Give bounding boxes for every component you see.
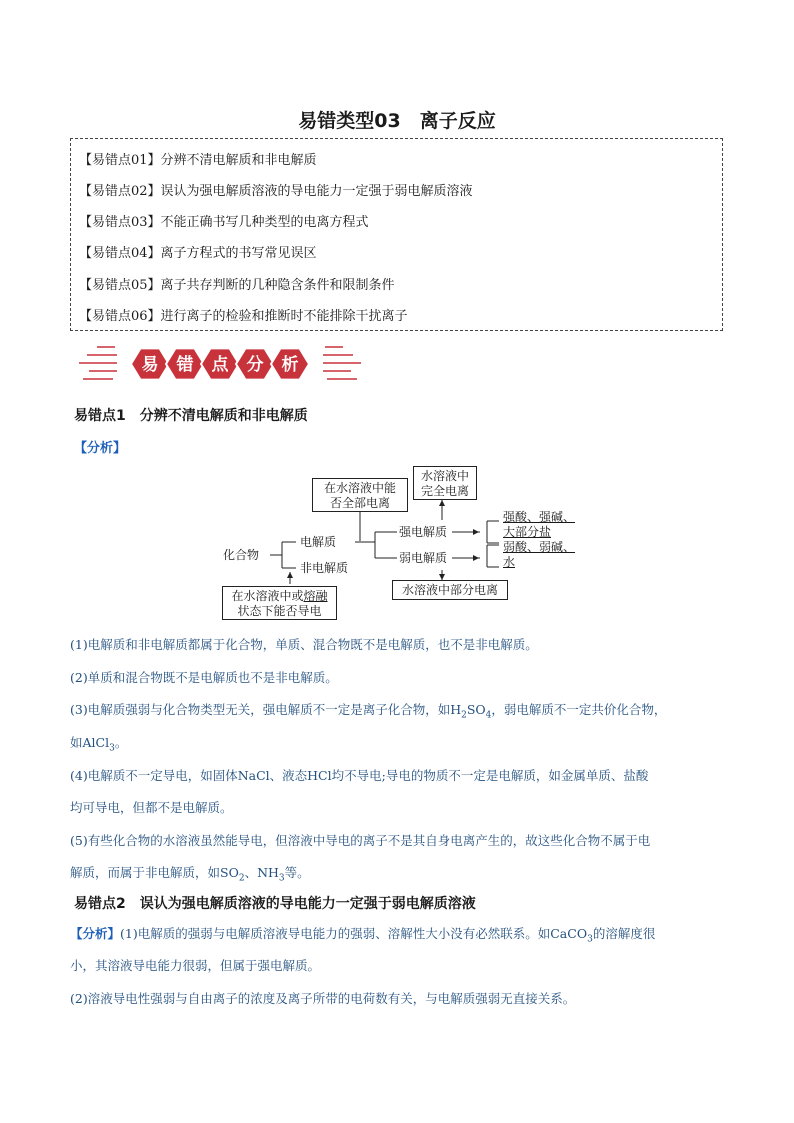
- text: H: [450, 702, 462, 717]
- s1-para4-line2: 均可导电，但都不是电解质。: [70, 800, 233, 815]
- text: CaCO: [550, 926, 588, 941]
- text: ，弱电解质不一定共价化合物，: [491, 702, 667, 717]
- banner-char: 分: [246, 355, 264, 375]
- diagram-strong-list-2: 大部分盐: [503, 525, 552, 539]
- section1-tag: 【分析】: [74, 441, 127, 456]
- text: 2: [238, 873, 245, 884]
- section2-tag: 【分析】: [70, 926, 121, 941]
- diagram-text: 在水溶液中或: [231, 589, 304, 603]
- electrolyte-diagram: [215, 462, 580, 624]
- diagram-box-conduct-question: [222, 586, 337, 620]
- s1-para4-line1: (4)电解质不一定导电，如固体NaCl、液态HCl均不导电;导电的物质不一定是电解质，如金属单质、盐酸: [70, 768, 649, 783]
- text: 4: [485, 710, 492, 721]
- diagram-weak-list-1: 弱酸、弱碱、: [503, 540, 576, 554]
- text: 的溶解度很: [592, 926, 656, 941]
- diagram-text: 完全电离: [420, 484, 469, 498]
- text: 。: [114, 735, 128, 750]
- diagram-text: 状态下能否导电: [237, 604, 322, 618]
- text: 、: [244, 865, 258, 880]
- section2-heading: 易错点2 误认为强电解质溶液的导电能力一定强于弱电解质溶液: [74, 896, 476, 912]
- banner-char: 析: [281, 355, 299, 375]
- summary-item-2: 【易错点02】误认为强电解质溶液的导电能力一定强于弱电解质溶液: [79, 184, 473, 199]
- text: 3: [109, 743, 115, 754]
- diagram-box-full-ionize-question: [312, 478, 408, 512]
- banner-right-ornament: [323, 347, 361, 379]
- banner-char: 点: [211, 355, 229, 375]
- text: 3: [278, 873, 285, 884]
- text: 2: [461, 710, 467, 721]
- diagram-electrolyte: 电解质: [300, 535, 337, 549]
- text: (1)电解质的强弱与电解质溶液导电能力的强弱、溶解性大小没有必然联系。如: [120, 926, 551, 941]
- diagram-strong-electrolyte: 强电解质: [399, 525, 448, 539]
- text: 等。: [284, 865, 310, 880]
- diagram-box-partial-ionize: 水溶液中部分电离: [392, 580, 508, 600]
- text: AlCl: [82, 735, 110, 750]
- diagram-strong-list-1: 强酸、强碱、: [503, 510, 576, 524]
- s1-para1: (1)电解质和非电解质都属于化合物，单质、混合物既不是电解质，也不是非电解质。: [70, 637, 538, 652]
- text: (3)电解质强弱与化合物类型无关，强电解质不一定是离子化合物，如: [70, 702, 451, 717]
- s2-para2: (2)溶液导电性强弱与自由离子的浓度及离子所带的电荷数有关，与电解质强弱无直接关系。: [70, 991, 576, 1006]
- s2-para1-line1: [70, 919, 724, 955]
- text: 如: [70, 735, 83, 750]
- summary-item-4: 【易错点04】离子方程式的书写常见误区: [79, 246, 317, 261]
- diagram-weak-electrolyte: 弱电解质: [399, 551, 448, 565]
- section1-heading: 易错点1 分辨不清电解质和非电解质: [74, 408, 308, 424]
- diagram-nonelectrolyte: 非电解质: [300, 561, 349, 575]
- text: SO: [220, 865, 239, 880]
- diagram-text: 熔融: [303, 589, 328, 603]
- page-title: 易错类型03 离子反应: [298, 110, 496, 132]
- diagram-text: 在水溶液中能: [323, 481, 396, 495]
- s2-para1-line2: 小，其溶液导电能力很弱，但属于强电解质。: [70, 958, 321, 973]
- text: SO: [466, 702, 486, 717]
- text: NH: [257, 865, 279, 880]
- section-banner: [75, 343, 365, 385]
- text: 解质，而属于非电解质，如: [70, 865, 221, 880]
- summary-item-3: 【易错点03】不能正确书写几种类型的电离方程式: [79, 215, 369, 230]
- summary-item-6: 【易错点06】进行离子的检验和推断时不能排除干扰离子: [79, 309, 408, 324]
- s1-para3-line1: [70, 695, 724, 731]
- s1-para5-line2: [70, 858, 724, 894]
- summary-box: [70, 138, 723, 331]
- banner-char: 错: [176, 355, 194, 375]
- s1-para3-line2: [70, 728, 724, 764]
- s1-para2: (2)单质和混合物既不是电解质也不是非电解质。: [70, 670, 338, 685]
- text: 3: [587, 934, 593, 945]
- summary-item-1: 【易错点01】分辨不清电解质和非电解质: [79, 153, 317, 168]
- diagram-text: 水溶液中: [420, 469, 469, 483]
- s1-para5-line1: (5)有些化合物的水溶液虽然能导电，但溶液中导电的离子不是其自身电离产生的，故这些化合物不属于电: [70, 833, 651, 848]
- summary-item-5: 【易错点05】离子共存判断的几种隐含条件和限制条件: [79, 278, 395, 293]
- diagram-weak-list-2: 水: [503, 555, 516, 569]
- banner-char: 易: [141, 355, 159, 375]
- diagram-compound: 化合物: [223, 548, 260, 562]
- diagram-box-full-ionize: [413, 466, 477, 500]
- banner-left-ornament: [79, 347, 117, 379]
- diagram-text: 否全部电离: [329, 496, 390, 510]
